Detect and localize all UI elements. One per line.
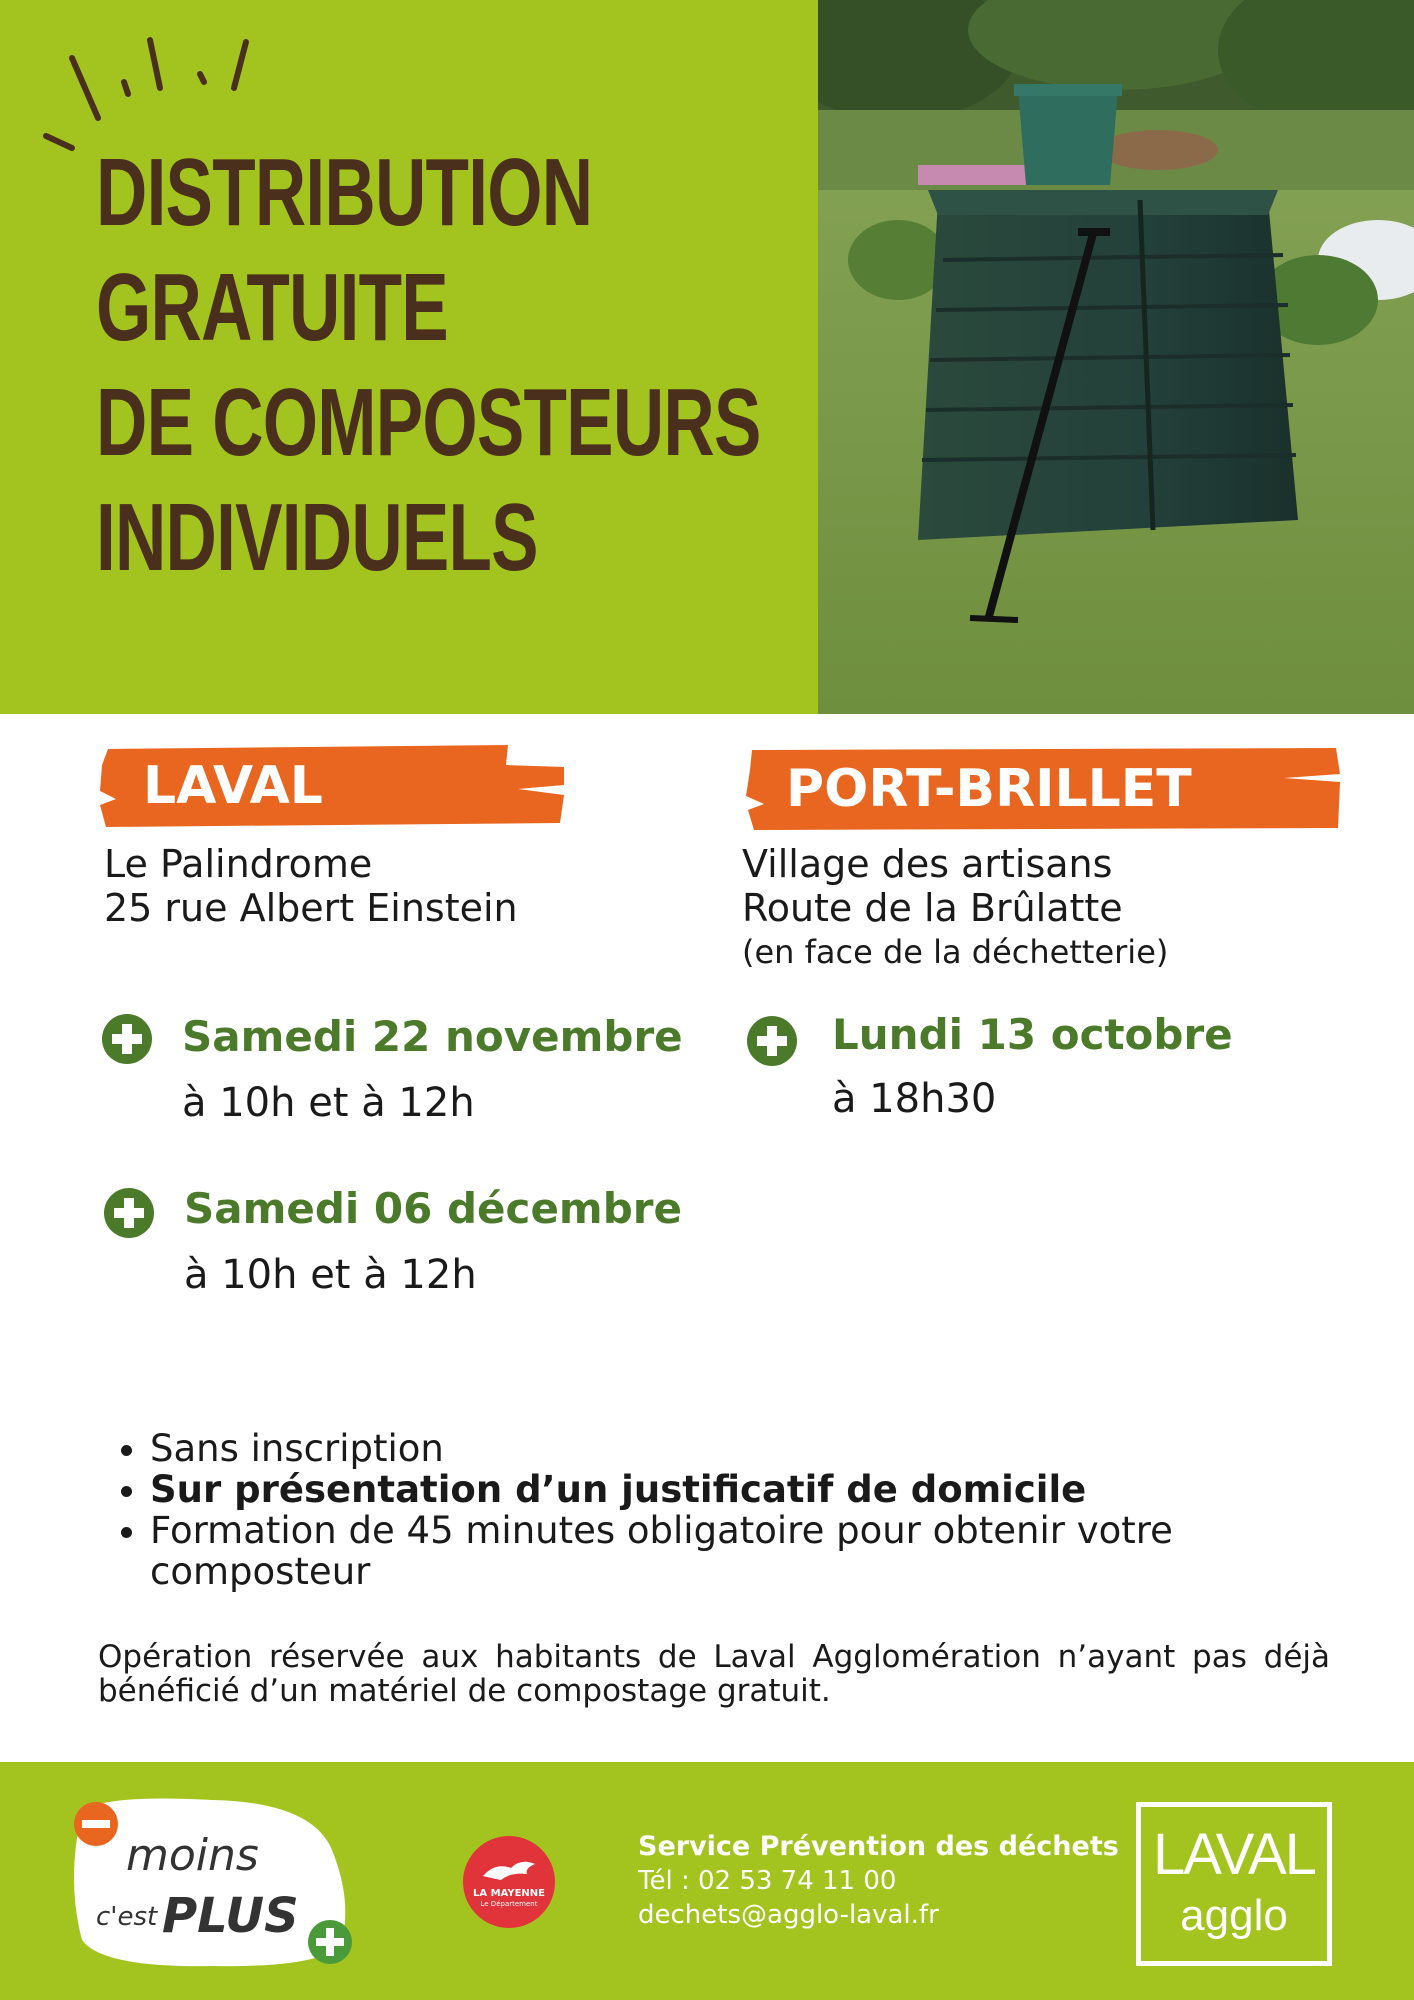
- logo-word-moins: moins: [126, 1830, 259, 1881]
- laval-session-2-date: Samedi 06 décembre: [184, 1184, 682, 1233]
- port-brillet-session-1-time: à 18h30: [832, 1076, 997, 1122]
- plus-circle-icon: [102, 1186, 156, 1240]
- laval-agglo-logo: [1136, 1802, 1332, 1966]
- contact-block: [638, 1830, 1119, 1932]
- title-line-3: DE COMPOSTEURS: [96, 369, 761, 476]
- eligibility-note: Opération réservée aux habitants de Laval Agglomération n’ayant pas déjà bénéficié d’un matériel de compostage gratuit.: [98, 1639, 1330, 1709]
- laval-address-line-2: 25 rue Albert Einstein: [104, 886, 518, 930]
- moins-cest-plus-logo: [62, 1790, 362, 1975]
- banner-port-brillet: [744, 748, 1342, 830]
- conditions-list: [100, 1428, 1340, 1592]
- port-brillet-address-line-1: Village des artisans: [742, 842, 1113, 886]
- contact-phone[interactable]: Tél : 02 53 74 11 00: [638, 1866, 897, 1896]
- composter-photo: [818, 0, 1414, 714]
- logo-word-plus: PLUS: [162, 1888, 299, 1944]
- la-mayenne-logo: [463, 1836, 555, 1928]
- contact-title: Service Prévention des déchets: [638, 1831, 1119, 1862]
- banner-laval-label: LAVAL: [143, 756, 323, 816]
- laval-agglo-logo-line-1: LAVAL: [1153, 1822, 1315, 1887]
- title-line-2: GRATUITE: [96, 254, 448, 361]
- la-mayenne-logo-line-1: LA MAYENNE: [473, 1888, 545, 1899]
- condition-item: • Sur présentation d’un justificatif de domicile: [150, 1469, 1340, 1510]
- banner-port-brillet-label: PORT-BRILLET: [786, 759, 1192, 819]
- condition-item: • Sans inscription: [150, 1428, 1340, 1469]
- plus-circle-icon: [745, 1014, 799, 1068]
- laval-address-line-1: Le Palindrome: [104, 842, 373, 886]
- horse-icon: [481, 1856, 537, 1884]
- la-mayenne-logo-line-2: Le Département: [480, 1900, 538, 1908]
- contact-email[interactable]: dechets@agglo-laval.fr: [638, 1900, 939, 1930]
- laval-agglo-logo-line-2: agglo: [1180, 1891, 1288, 1940]
- port-brillet-session-1-date: Lundi 13 octobre: [832, 1010, 1233, 1059]
- title-line-4: INDIVIDUELS: [96, 484, 538, 591]
- logo-word-cest: c'est: [96, 1902, 158, 1932]
- hero-green-panel: [0, 0, 818, 714]
- plus-circle-icon: [100, 1012, 154, 1066]
- laval-session-1-time: à 10h et à 12h: [182, 1080, 475, 1126]
- condition-item: • Formation de 45 minutes obligatoire pour obtenir votre composteur: [150, 1510, 1340, 1592]
- port-brillet-address-line-2: Route de la Brûlatte: [742, 886, 1123, 930]
- laval-session-2-time: à 10h et à 12h: [184, 1252, 477, 1298]
- port-brillet-address-line-3: (en face de la déchetterie): [742, 933, 1169, 971]
- title-line-1: DISTRIBUTION: [96, 139, 593, 246]
- banner-laval: [98, 745, 566, 827]
- laval-session-1-date: Samedi 22 novembre: [182, 1012, 683, 1061]
